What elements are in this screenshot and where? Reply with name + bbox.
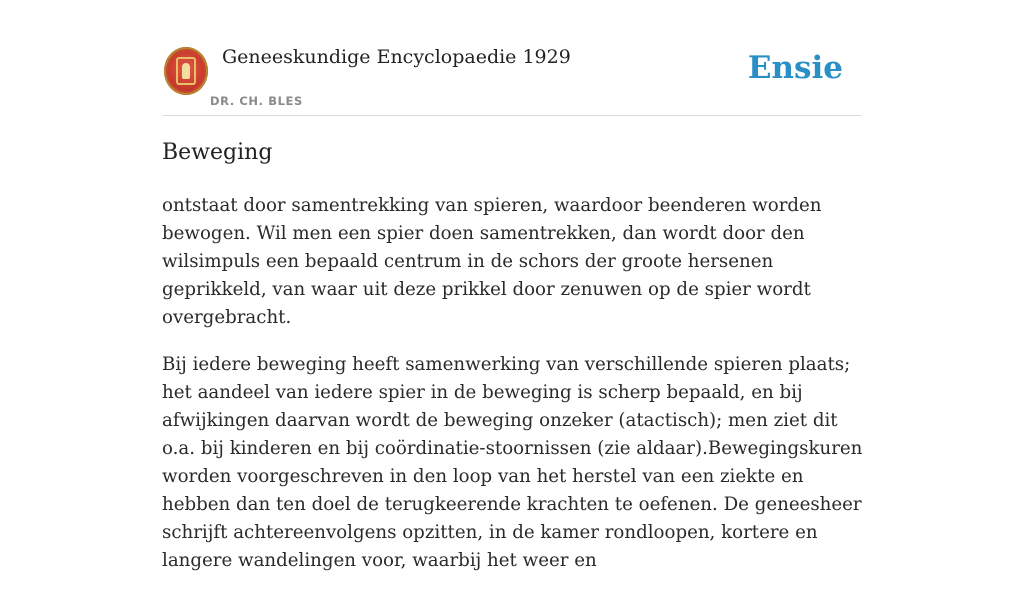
entry-content <box>162 192 870 594</box>
entry-paragraph: Bij iedere beweging heeft samenwerking van verschillende spieren plaats; het aandeel van iedere spier in de beweging is scherp bepaald, en bij afwijkingen daarvan wordt de beweging onzeker (atactisch); men ziet dit o.a. bij kinderen en bij coördinatie-stoornissen (zie aldaar).Bewegingskuren worden voorgeschreven in den loop van het herstel van een ziekte en hebben dan ten doel de terugkeerende krachten te oefenen. De geneesheer schrijft achtereenvolgens opzitten, in de kamer rondloopen, kortere en langere wandelingen voor, waarbij het weer en <box>162 354 863 571</box>
entry-title: Beweging <box>162 140 273 165</box>
brand-logo[interactable]: Ensie <box>747 50 843 86</box>
entry-paragraph: ontstaat door samentrekking van spieren, waardoor beenderen worden bewogen. Wil men een spier doen samentrekken, dan wordt door den wilsimpuls een bepaald centrum in de schors der groote hersenen geprikkeld, van waar uit deze prikkel door zenuwen op de spier wordt overgebracht. <box>162 195 822 328</box>
book-author[interactable]: DR. CH. BLES <box>210 94 303 108</box>
cover-figure <box>182 63 190 79</box>
book-title[interactable]: Geneeskundige Encyclopaedie 1929 <box>222 46 571 68</box>
book-header <box>162 40 862 116</box>
book-cover-icon[interactable] <box>164 47 208 95</box>
